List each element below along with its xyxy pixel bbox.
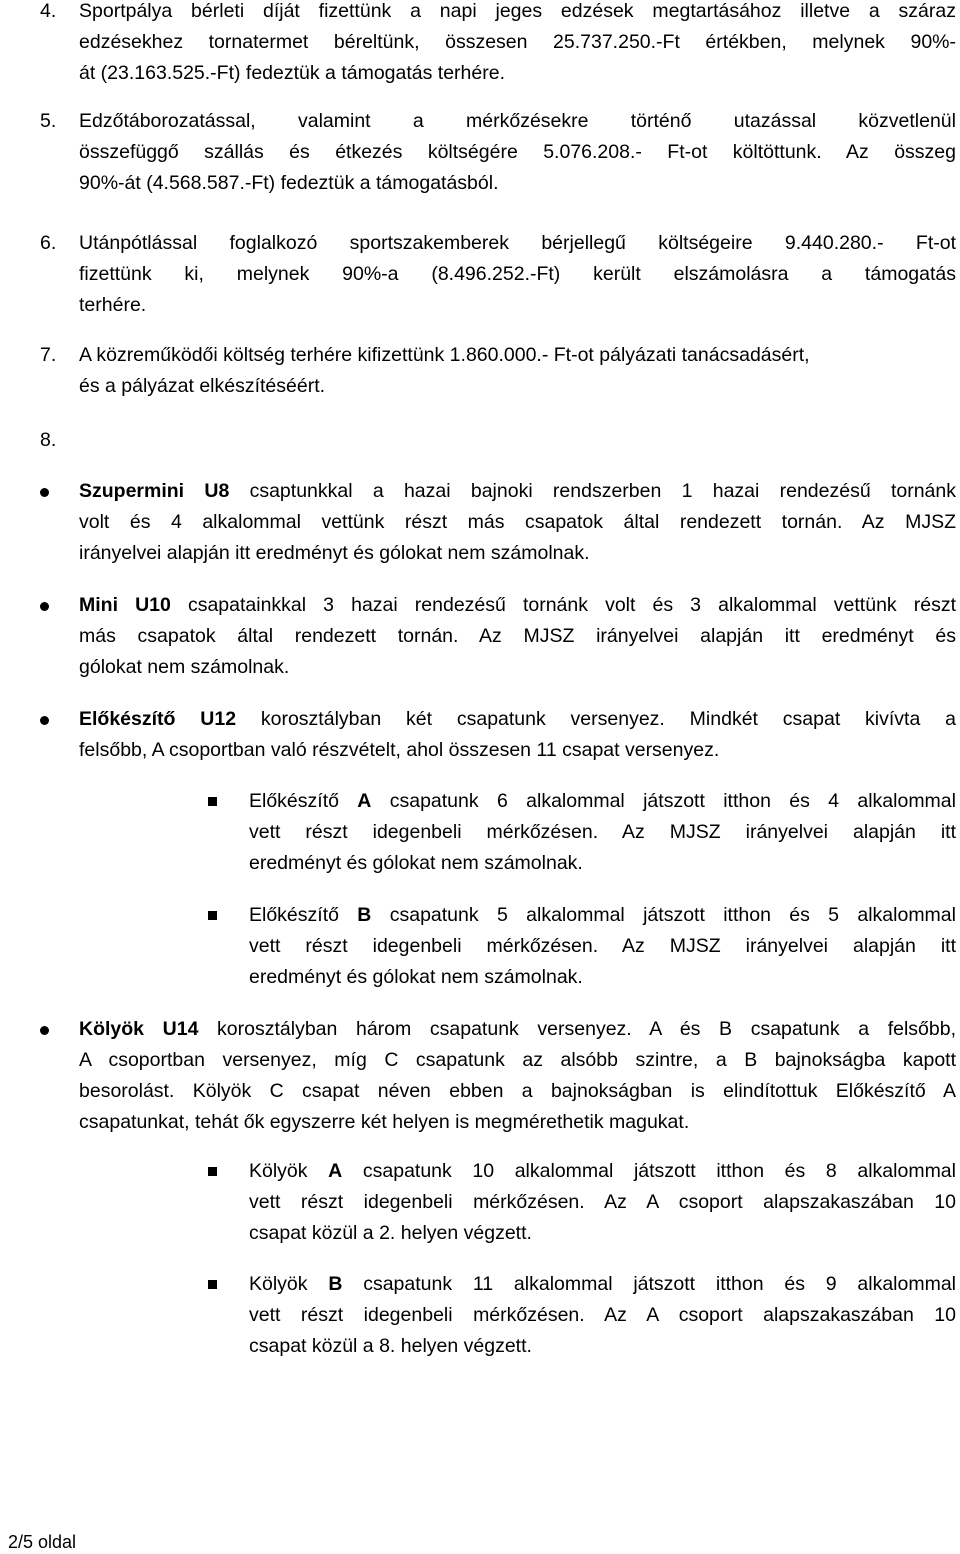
text-line <box>249 1269 956 1300</box>
text-run: Kölyök <box>249 1273 329 1295</box>
text-run: korosztályban két csapatunk versenyez. Mindkét csapat kivívta a <box>236 708 956 730</box>
text-run: Előkészítő <box>249 904 358 926</box>
bullet-u12 <box>79 704 956 766</box>
text-line: Utánpótlással foglalkozó sportszakemberek bérjellegű költségeire 9.440.280.- Ft-ot <box>79 232 956 254</box>
sub-bullet-u14-a <box>249 1156 956 1249</box>
text-line: vett részt idegenbeli mérkőzésen. Az A csoport alapszakaszában 10 <box>249 1304 956 1326</box>
item-number: 6. <box>40 232 57 254</box>
text-run: csaptunkkal a hazai bajnoki rendszerben 1 hazai rendezésű tornánk <box>229 480 956 502</box>
text-run: csapatunk 11 alkalommal játszott itthon és 9 alkalommal <box>342 1273 957 1295</box>
bullet-u10 <box>79 590 956 683</box>
text-line <box>79 1014 956 1045</box>
text-line <box>79 590 956 621</box>
square-bullet-icon <box>208 911 217 920</box>
team-letter: A <box>328 1160 343 1182</box>
paragraph-item-5 <box>79 106 956 199</box>
paragraph-item-6 <box>79 228 956 321</box>
bullet-u14 <box>79 1014 956 1138</box>
team-name: Előkészítő U12 <box>79 708 237 730</box>
sub-bullet-u12-a <box>249 786 956 879</box>
text-run: Kölyök <box>249 1160 329 1182</box>
sub-bullet-u12-b <box>249 900 956 993</box>
text-line: felsőbb, A csoportban való részvételt, ahol összesen 11 csapat versenyez. <box>79 739 720 761</box>
item-number: 4. <box>40 0 57 22</box>
text-line: A csoportban versenyez, míg C csapatunk az alsóbb szintre, a B bajnokságba kapott <box>79 1049 956 1071</box>
text-line: terhére. <box>79 294 147 316</box>
text-run: csapatunk 10 alkalommal játszott itthon és 8 alkalommal <box>342 1160 956 1182</box>
bullet-icon <box>40 488 49 497</box>
paragraph-item-4 <box>79 0 956 89</box>
text-line <box>79 476 956 507</box>
paragraph-item-7 <box>79 340 956 402</box>
bullet-u8 <box>79 476 956 569</box>
text-run: csapatainkkal 3 hazai rendezésű tornánk volt és 3 alkalommal vettünk részt <box>170 594 957 616</box>
text-line: csapatunkat, tehát ők egyszerre két helyen is megmérethetik magukat. <box>79 1111 690 1133</box>
text-line: vett részt idegenbeli mérkőzésen. Az A csoport alapszakaszában 10 <box>249 1191 956 1213</box>
text-line <box>249 900 956 931</box>
text-line: edzésekhez tornatermet béreltünk, összesen 25.737.250.-Ft értékben, melynek 90%- <box>79 31 956 53</box>
text-line: Edzőtáborozatással, valamint a mérkőzésekre történő utazással közvetlenül <box>79 110 956 132</box>
square-bullet-icon <box>208 1280 217 1289</box>
text-line: irányelvei alapján itt eredményt és gólokat nem számolnak. <box>79 542 590 564</box>
text-line: csapat közül a 2. helyen végzett. <box>249 1222 532 1244</box>
text-line: eredményt és gólokat nem számolnak. <box>249 966 583 988</box>
team-name: Mini U10 <box>79 594 171 616</box>
text-line <box>249 1156 956 1187</box>
item-number: 7. <box>40 344 57 366</box>
team-letter: A <box>357 790 372 812</box>
bullet-icon <box>40 602 49 611</box>
text-line: eredményt és gólokat nem számolnak. <box>249 852 583 874</box>
text-run: csapatunk 5 alkalommal játszott itthon és 5 alkalommal <box>371 904 956 926</box>
text-run: csapatunk 6 alkalommal játszott itthon és 4 alkalommal <box>371 790 956 812</box>
text-line: csapat közül a 8. helyen végzett. <box>249 1335 532 1357</box>
item-number: 8. <box>40 429 57 451</box>
text-line: összefüggő szállás és étkezés költségére 5.076.208.- Ft-ot költöttunk. Az összeg <box>79 141 956 163</box>
text-line: volt és 4 alkalommal vettünk részt más csapatok által rendezett tornán. Az MJSZ <box>79 511 956 533</box>
text-line: fizettünk ki, melynek 90%-a (8.496.252.-Ft) került elszámolásra a támogatás <box>79 263 956 285</box>
team-name: Kölyök U14 <box>79 1018 199 1040</box>
text-line: és a pályázat elkészítéséért. <box>79 375 326 397</box>
team-letter: B <box>357 904 372 926</box>
text-line: más csapatok által rendezett tornán. Az MJSZ irányelvei alapján itt eredményt és <box>79 625 956 647</box>
text-line: besorolást. Kölyök C csapat néven ebben a bajnokságban is elindítottuk Előkészítő A <box>79 1080 956 1102</box>
text-line: át (23.163.525.-Ft) fedeztük a támogatás terhére. <box>79 62 505 84</box>
text-line <box>79 704 956 735</box>
item-number: 5. <box>40 110 57 132</box>
team-letter: B <box>328 1273 343 1295</box>
text-line: vett részt idegenbeli mérkőzésen. Az MJSZ irányelvei alapján itt <box>249 935 956 957</box>
text-line: vett részt idegenbeli mérkőzésen. Az MJSZ irányelvei alapján itt <box>249 821 956 843</box>
team-name: Szupermini U8 <box>79 480 230 502</box>
bullet-icon <box>40 716 49 725</box>
text-line <box>249 786 956 817</box>
text-line: 90%-át (4.568.587.-Ft) fedeztük a támogatásból. <box>79 172 499 194</box>
text-run: Előkészítő <box>249 790 358 812</box>
square-bullet-icon <box>208 1167 217 1176</box>
sub-bullet-u14-b <box>249 1269 956 1362</box>
bullet-icon <box>40 1026 49 1035</box>
page-number: 2/5 oldal <box>8 1532 77 1552</box>
square-bullet-icon <box>208 797 217 806</box>
text-line: A közreműködői költség terhére kifizettünk 1.860.000.- Ft-ot pályázati tanácsadásért, <box>79 344 810 366</box>
text-line: Sportpálya bérleti díját fizettünk a napi jeges edzések megtartásához illetve a száraz <box>79 0 956 22</box>
text-run: korosztályban három csapatunk versenyez. A és B csapatunk a felsőbb, <box>198 1018 956 1040</box>
text-line: gólokat nem számolnak. <box>79 656 290 678</box>
